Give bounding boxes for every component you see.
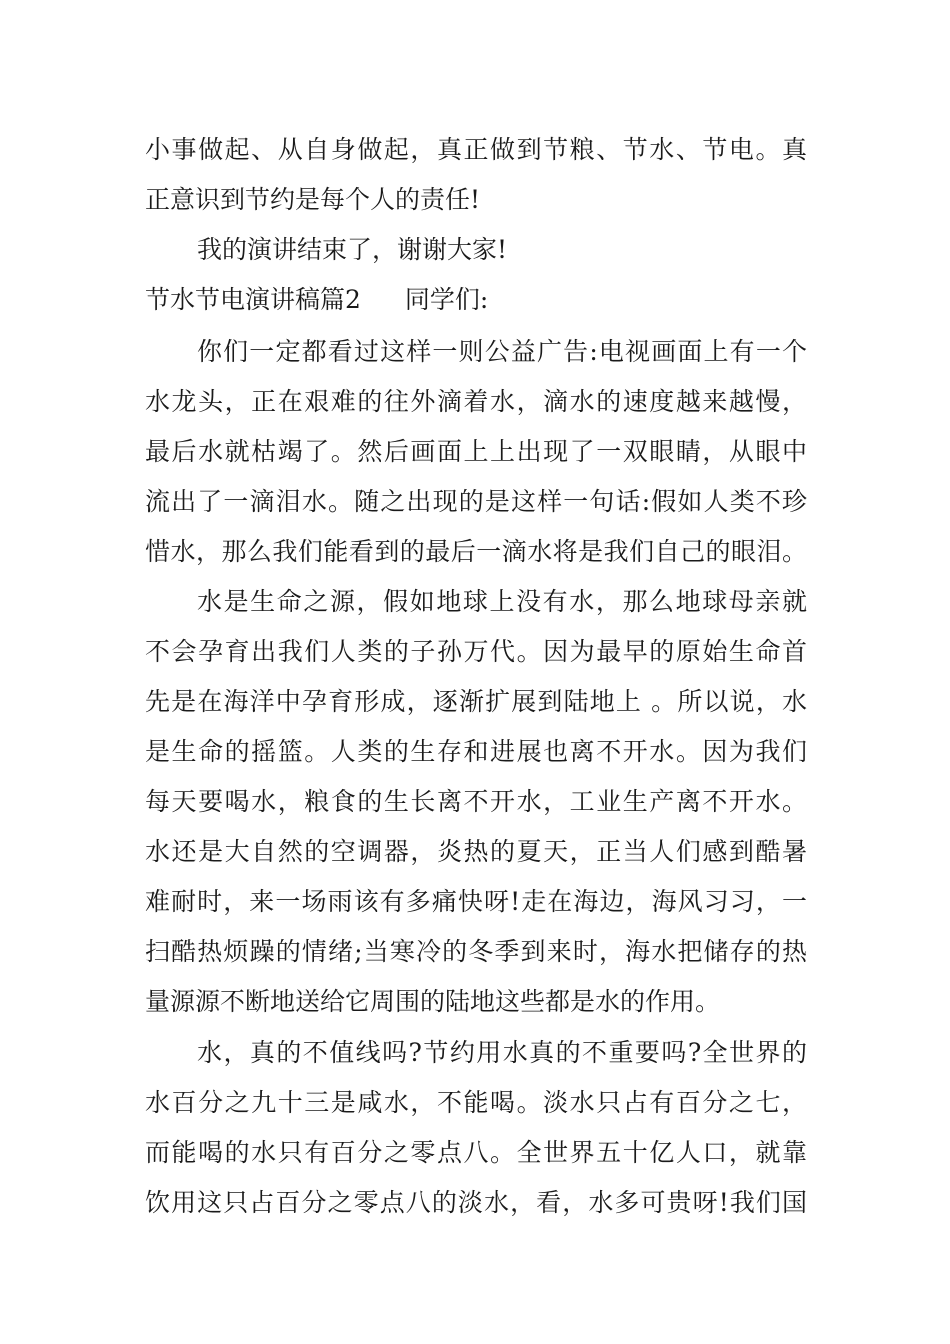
text-line: 水龙头，正在艰难的往外滴着水，滴水的速度越来越慢， bbox=[145, 387, 807, 416]
text-line: 正意识到节约是每个人的责任! bbox=[145, 185, 481, 214]
text-line: 水，真的不值线吗?节约用水真的不重要吗?全世界的 bbox=[197, 1038, 807, 1067]
text-line: 难耐时，来一场雨该有多痛快呀!走在海边，海风习习，一 bbox=[145, 887, 807, 916]
text-line: 你们一定都看过这样一则公益广告:电视画面上有一个 bbox=[197, 337, 807, 366]
text-line: 不会孕育出我们人类的子孙万代。因为最早的原始生命首 bbox=[145, 637, 807, 666]
text-line: 最后水就枯竭了。然后画面上上出现了一双眼睛，从眼中 bbox=[145, 437, 807, 466]
text-line: 而能喝的水只有百分之零点八。全世界五十亿人口，就靠 bbox=[145, 1138, 807, 1167]
text-line: 每天要喝水，粮食的生长离不开水，工业生产离不开水。 bbox=[145, 787, 807, 816]
text-line: 扫酷热烦躁的情绪;当寒冷的冬季到来时，海水把储存的热 bbox=[145, 937, 807, 966]
text-line: 惜水，那么我们能看到的最后一滴水将是我们自己的眼泪。 bbox=[145, 537, 807, 566]
text-line: 是生命的摇篮。人类的生存和进展也离不开水。因为我们 bbox=[145, 737, 807, 766]
text-line: 水百分之九十三是咸水，不能喝。淡水只占有百分之七， bbox=[145, 1088, 807, 1117]
text-line: 量源源不断地送给它周围的陆地这些都是水的作用。 bbox=[145, 987, 721, 1016]
text-line: 饮用这只占百分之零点八的淡水，看，水多可贵呀!我们国 bbox=[145, 1188, 807, 1217]
text-line: 水是生命之源，假如地球上没有水，那么地球母亲就 bbox=[197, 587, 807, 616]
text-line: 水还是大自然的空调器，炎热的夏天，正当人们感到酷暑 bbox=[145, 837, 807, 866]
text-line: 先是在海洋中孕育形成，逐渐扩展到陆地上 。所以说，水 bbox=[145, 687, 807, 716]
text-line: 小事做起、从自身做起，真正做到节粮、节水、节电。真 bbox=[145, 135, 807, 164]
text-line: 流出了一滴泪水。随之出现的是这样一句话:假如人类不珍 bbox=[145, 487, 807, 516]
text-line: 我的演讲结束了，谢谢大家! bbox=[197, 235, 508, 264]
salutation: 同学们: bbox=[404, 285, 489, 314]
section-heading bbox=[145, 280, 807, 320]
heading-title: 节水节电演讲稿篇2 bbox=[145, 285, 361, 314]
